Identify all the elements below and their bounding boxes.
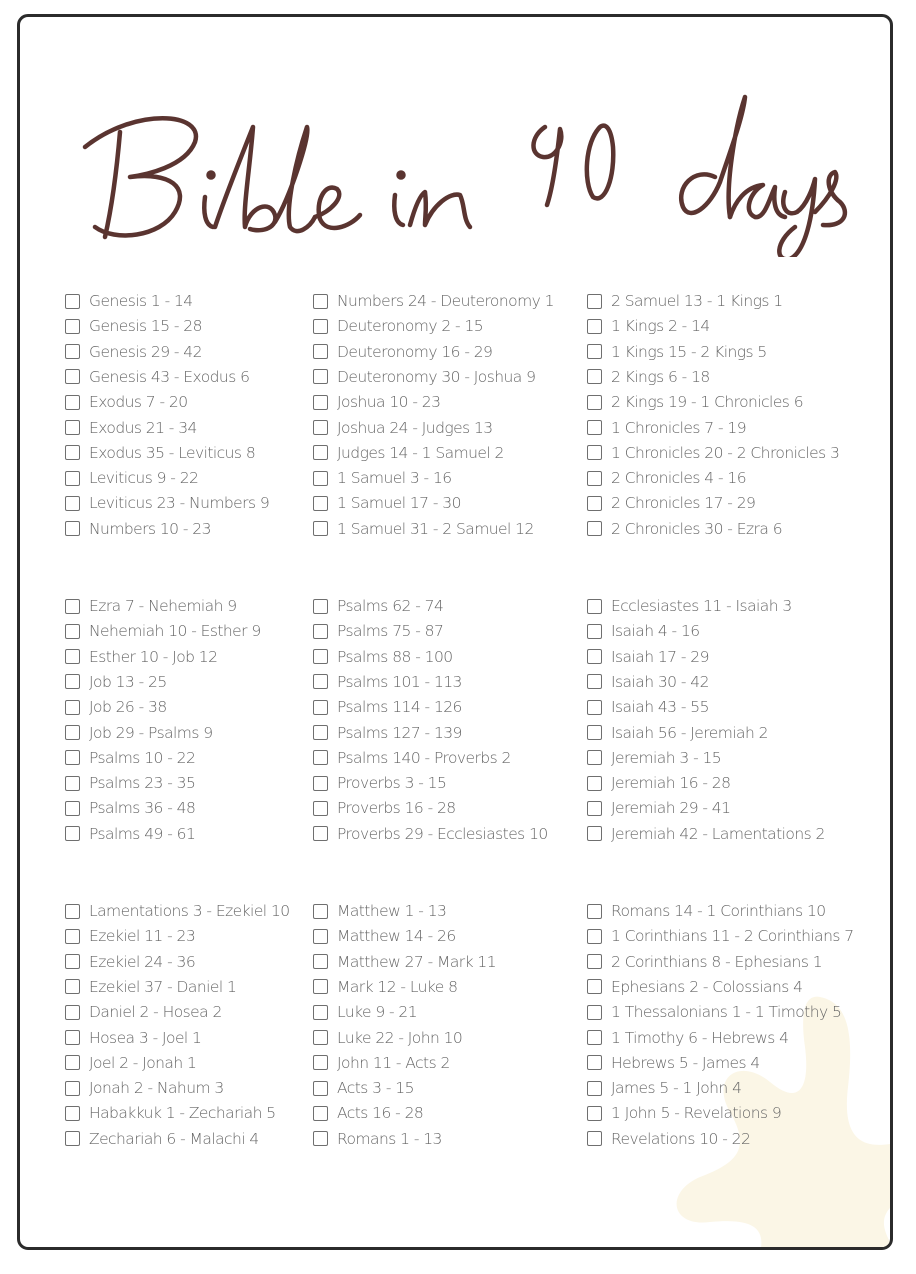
reading-label: 1 Samuel 3 - 16	[337, 469, 452, 488]
reading-item[interactable]	[313, 1129, 442, 1149]
reading-label: Jeremiah 29 - 41	[611, 799, 731, 818]
reading-item[interactable]	[65, 1078, 224, 1098]
reading-label: Jonah 2 - Nahum 3	[89, 1079, 224, 1098]
reading-item[interactable]	[313, 952, 496, 972]
reading-checkbox[interactable]	[65, 1131, 80, 1146]
reading-item[interactable]	[587, 596, 792, 616]
reading-checkbox[interactable]	[313, 1055, 328, 1070]
reading-label: John 11 - Acts 2	[337, 1053, 450, 1072]
reading-item[interactable]	[313, 493, 461, 513]
reading-checkbox[interactable]	[65, 624, 80, 639]
reading-item[interactable]	[65, 723, 213, 743]
reading-item[interactable]	[587, 824, 825, 844]
reading-label: Matthew 27 - Mark 11	[337, 952, 497, 971]
reading-label: Ezra 7 - Nehemiah 9	[89, 597, 237, 615]
reading-label: Psalms 23 - 35	[89, 774, 196, 793]
reading-item[interactable]	[65, 952, 195, 972]
reading-checkbox[interactable]	[587, 1081, 602, 1096]
reading-checkbox[interactable]	[587, 624, 602, 639]
reading-label: Matthew 14 - 26	[337, 927, 456, 946]
reading-item[interactable]	[313, 392, 440, 412]
reading-item[interactable]	[587, 926, 854, 946]
reading-item[interactable]	[587, 1028, 788, 1048]
reading-label: 2 Chronicles 30 - Ezra 6	[611, 519, 783, 538]
reading-checkbox[interactable]	[313, 496, 328, 511]
reading-item[interactable]	[587, 672, 709, 692]
reading-label: Leviticus 9 - 22	[89, 469, 199, 488]
reading-checkbox[interactable]	[313, 1081, 328, 1096]
reading-item[interactable]	[65, 1002, 222, 1022]
reading-label: Ezekiel 11 - 23	[89, 927, 196, 946]
reading-label: 1 Samuel 17 - 30	[337, 494, 461, 513]
reading-label: Genesis 43 - Exodus 6	[89, 367, 250, 386]
reading-label: Romans 14 - 1 Corinthians 10	[611, 902, 826, 920]
reading-checkbox[interactable]	[587, 954, 602, 969]
reading-checkbox[interactable]	[587, 979, 602, 994]
reading-item[interactable]	[65, 773, 195, 793]
reading-item[interactable]	[587, 748, 721, 768]
reading-item[interactable]	[65, 926, 195, 946]
reading-item[interactable]	[313, 1053, 450, 1073]
reading-checkbox[interactable]	[587, 649, 602, 664]
reading-item[interactable]	[587, 342, 767, 362]
reading-checkbox[interactable]	[313, 369, 328, 384]
reading-item[interactable]	[313, 291, 554, 311]
reading-item[interactable]	[313, 519, 534, 539]
reading-item[interactable]	[65, 697, 167, 717]
reading-checkbox[interactable]	[313, 725, 328, 740]
reading-item[interactable]	[65, 1028, 201, 1048]
reading-checkbox[interactable]	[587, 750, 602, 765]
reading-checkbox[interactable]	[313, 649, 328, 664]
reading-checkbox[interactable]	[65, 344, 80, 359]
reading-checkbox[interactable]	[313, 954, 328, 969]
reading-checkbox[interactable]	[65, 929, 80, 944]
reading-checkbox[interactable]	[587, 1106, 602, 1121]
reading-item[interactable]	[587, 1103, 781, 1123]
reading-item[interactable]	[65, 443, 255, 463]
reading-label: Deuteronomy 30 - Joshua 9	[337, 367, 536, 386]
reading-label: Luke 9 - 21	[337, 1003, 418, 1022]
reading-item[interactable]	[587, 1129, 750, 1149]
reading-label: Deuteronomy 2 - 15	[337, 317, 484, 336]
reading-label: Ephesians 2 - Colossians 4	[611, 977, 803, 996]
reading-checkbox[interactable]	[587, 725, 602, 740]
reading-item[interactable]	[587, 418, 746, 438]
reading-label: 1 Samuel 31 - 2 Samuel 12	[337, 519, 534, 538]
reading-item[interactable]	[587, 798, 730, 818]
reading-label: Exodus 21 - 34	[89, 418, 197, 437]
reading-item[interactable]	[313, 1002, 417, 1022]
reading-item[interactable]	[313, 1103, 423, 1123]
reading-checkbox[interactable]	[313, 1131, 328, 1146]
reading-checkbox[interactable]	[587, 395, 602, 410]
reading-item[interactable]	[313, 468, 452, 488]
reading-item[interactable]	[587, 1053, 760, 1073]
reading-checkbox[interactable]	[587, 929, 602, 944]
reading-label: Exodus 35 - Leviticus 8	[89, 443, 256, 462]
reading-label: 2 Chronicles 17 - 29	[611, 494, 756, 513]
reading-checkbox[interactable]	[587, 369, 602, 384]
reading-checkbox[interactable]	[313, 420, 328, 435]
reading-item[interactable]	[587, 392, 803, 412]
reading-label: Psalms 75 - 87	[337, 622, 444, 641]
reading-checkbox[interactable]	[587, 319, 602, 334]
reading-checkbox[interactable]	[65, 471, 80, 486]
reading-label: Isaiah 30 - 42	[611, 672, 709, 691]
reading-label: Ezekiel 24 - 36	[89, 952, 196, 971]
reading-checkbox[interactable]	[65, 1030, 80, 1045]
reading-label: Habakkuk 1 - Zechariah 5	[89, 1104, 276, 1123]
reading-checkbox[interactable]	[587, 599, 602, 614]
reading-label: 2 Corinthians 8 - Ephesians 1	[611, 952, 823, 971]
reading-label: Ecclesiastes 11 - Isaiah 3	[611, 597, 792, 615]
reading-item[interactable]	[313, 672, 462, 692]
reading-label: Daniel 2 - Hosea 2	[89, 1003, 222, 1022]
reading-label: Isaiah 43 - 55	[611, 698, 709, 717]
reading-checkbox[interactable]	[587, 1005, 602, 1020]
reading-checkbox[interactable]	[587, 1030, 602, 1045]
reading-checkbox[interactable]	[313, 599, 328, 614]
reading-label: Isaiah 17 - 29	[611, 647, 709, 666]
reading-checkbox[interactable]	[587, 521, 602, 536]
reading-checkbox[interactable]	[587, 826, 602, 841]
reading-checkbox[interactable]	[587, 344, 602, 359]
reading-checkbox[interactable]	[65, 776, 80, 791]
reading-checkbox[interactable]	[313, 521, 328, 536]
reading-label: 2 Kings 19 - 1 Chronicles 6	[611, 393, 804, 412]
title-script-drawing	[75, 87, 855, 257]
reading-checkbox[interactable]	[313, 344, 328, 359]
reading-label: Revelations 10 - 22	[611, 1129, 751, 1148]
reading-checkbox[interactable]	[65, 801, 80, 816]
reading-checkbox[interactable]	[313, 445, 328, 460]
reading-label: Psalms 36 - 48	[89, 799, 196, 818]
reading-label: Proverbs 29 - Ecclesiastes 10	[337, 824, 548, 843]
reading-item[interactable]	[313, 977, 457, 997]
reading-checkbox[interactable]	[313, 1005, 328, 1020]
reading-item[interactable]	[587, 621, 700, 641]
reading-label: Proverbs 16 - 28	[337, 799, 456, 818]
reading-item[interactable]	[65, 647, 217, 667]
reading-item[interactable]	[65, 748, 195, 768]
reading-item[interactable]	[65, 1129, 259, 1149]
reading-checkbox[interactable]	[65, 599, 80, 614]
reading-checkbox[interactable]	[65, 496, 80, 511]
reading-label: 1 Thessalonians 1 - 1 Timothy 5	[611, 1003, 842, 1022]
reading-checkbox[interactable]	[313, 471, 328, 486]
reading-label: Luke 22 - John 10	[337, 1028, 463, 1047]
reading-item[interactable]	[65, 977, 236, 997]
reading-item[interactable]	[65, 1103, 276, 1123]
reading-checkbox[interactable]	[587, 471, 602, 486]
reading-item[interactable]	[65, 291, 193, 311]
reading-label: Psalms 114 - 126	[337, 698, 462, 717]
reading-label: Psalms 49 - 61	[89, 824, 196, 843]
reading-checkbox[interactable]	[587, 801, 602, 816]
reading-label: 1 Chronicles 7 - 19	[611, 418, 747, 437]
reading-checkbox[interactable]	[587, 420, 602, 435]
reading-label: Jeremiah 42 - Lamentations 2	[611, 824, 825, 843]
reading-item[interactable]	[313, 748, 511, 768]
reading-label: Genesis 1 - 14	[89, 292, 193, 310]
reading-plan-page	[17, 14, 893, 1250]
reading-item[interactable]	[313, 773, 446, 793]
reading-label: Genesis 15 - 28	[89, 317, 202, 336]
reading-label: Romans 1 - 13	[337, 1129, 442, 1148]
reading-checkbox[interactable]	[313, 776, 328, 791]
reading-label: Psalms 140 - Proverbs 2	[337, 748, 511, 767]
reading-label: Joshua 10 - 23	[337, 393, 441, 412]
reading-label: Isaiah 56 - Jeremiah 2	[611, 723, 768, 742]
reading-label: Proverbs 3 - 15	[337, 774, 447, 793]
reading-label: James 5 - 1 John 4	[611, 1079, 742, 1098]
reading-label: 2 Chronicles 4 - 16	[611, 469, 747, 488]
reading-checkbox[interactable]	[65, 725, 80, 740]
reading-checkbox[interactable]	[65, 369, 80, 384]
reading-item[interactable]	[313, 1028, 462, 1048]
reading-item[interactable]	[587, 1002, 841, 1022]
reading-label: 1 Kings 2 - 14	[611, 317, 710, 336]
reading-label: Jeremiah 3 - 15	[611, 748, 722, 767]
reading-item[interactable]	[587, 519, 782, 539]
reading-checkbox[interactable]	[313, 826, 328, 841]
reading-checkbox[interactable]	[587, 294, 602, 309]
reading-label: Acts 16 - 28	[337, 1104, 424, 1123]
reading-checkbox[interactable]	[65, 1106, 80, 1121]
reading-item[interactable]	[65, 468, 198, 488]
reading-checkbox[interactable]	[587, 776, 602, 791]
reading-label: Hosea 3 - Joel 1	[89, 1028, 202, 1047]
reading-item[interactable]	[587, 316, 710, 336]
reading-checkbox[interactable]	[313, 929, 328, 944]
reading-label: Exodus 7 - 20	[89, 393, 188, 412]
reading-checkbox[interactable]	[65, 979, 80, 994]
reading-item[interactable]	[313, 596, 443, 616]
reading-label: Job 29 - Psalms 9	[89, 723, 213, 742]
reading-item[interactable]	[587, 468, 746, 488]
reading-item[interactable]	[313, 697, 462, 717]
reading-item[interactable]	[65, 621, 261, 641]
reading-label: Job 26 - 38	[89, 698, 167, 717]
reading-item[interactable]	[313, 367, 535, 387]
reading-label: 1 Kings 15 - 2 Kings 5	[611, 342, 767, 361]
reading-item[interactable]	[65, 1053, 196, 1073]
reading-item[interactable]	[65, 392, 188, 412]
reading-checkbox[interactable]	[65, 395, 80, 410]
reading-checkbox[interactable]	[65, 904, 80, 919]
reading-item[interactable]	[587, 901, 826, 921]
reading-checkbox[interactable]	[65, 1005, 80, 1020]
reading-label: 1 Corinthians 11 - 2 Corinthians 7	[611, 927, 854, 946]
reading-checkbox[interactable]	[587, 674, 602, 689]
reading-checkbox[interactable]	[587, 1055, 602, 1070]
reading-label: Psalms 10 - 22	[89, 748, 196, 767]
reading-label: Numbers 10 - 23	[89, 519, 211, 538]
reading-item[interactable]	[65, 342, 202, 362]
reading-label: 1 Timothy 6 - Hebrews 4	[611, 1028, 789, 1047]
reading-label: Hebrews 5 - James 4	[611, 1053, 760, 1072]
reading-checkbox[interactable]	[313, 1106, 328, 1121]
reading-checkbox[interactable]	[65, 1081, 80, 1096]
reading-label: Zechariah 6 - Malachi 4	[89, 1129, 259, 1148]
reading-checkbox[interactable]	[313, 904, 328, 919]
reading-checkbox[interactable]	[313, 319, 328, 334]
reading-item[interactable]	[587, 723, 768, 743]
reading-checkbox[interactable]	[587, 496, 602, 511]
reading-item[interactable]	[313, 342, 492, 362]
reading-checkbox[interactable]	[65, 1055, 80, 1070]
reading-label: Psalms 127 - 139	[337, 723, 462, 742]
reading-label: Job 13 - 25	[89, 672, 167, 691]
reading-item[interactable]	[65, 824, 195, 844]
reading-label: 1 Chronicles 20 - 2 Chronicles 3	[611, 443, 840, 462]
reading-checkbox[interactable]	[65, 674, 80, 689]
reading-item[interactable]	[313, 824, 548, 844]
reading-checkbox[interactable]	[313, 674, 328, 689]
reading-label: 2 Samuel 13 - 1 Kings 1	[611, 292, 783, 310]
reading-checkbox[interactable]	[65, 649, 80, 664]
reading-item[interactable]	[313, 621, 443, 641]
reading-checkbox[interactable]	[65, 294, 80, 309]
reading-label: Matthew 1 - 13	[337, 902, 447, 920]
reading-item[interactable]	[65, 367, 249, 387]
reading-checkbox[interactable]	[313, 750, 328, 765]
reading-item[interactable]	[587, 493, 755, 513]
reading-item[interactable]	[65, 316, 202, 336]
reading-item[interactable]	[65, 798, 195, 818]
reading-checkbox[interactable]	[313, 979, 328, 994]
reading-item[interactable]	[313, 926, 456, 946]
reading-item[interactable]	[313, 901, 446, 921]
reading-item[interactable]	[313, 647, 453, 667]
reading-item[interactable]	[313, 443, 504, 463]
reading-label: Psalms 88 - 100	[337, 647, 453, 666]
reading-checkbox[interactable]	[65, 750, 80, 765]
reading-label: Leviticus 23 - Numbers 9	[89, 494, 270, 513]
reading-checkbox[interactable]	[587, 445, 602, 460]
reading-label: 2 Kings 6 - 18	[611, 367, 710, 386]
reading-label: Joel 2 - Jonah 1	[89, 1053, 197, 1072]
reading-label: Genesis 29 - 42	[89, 342, 202, 361]
reading-label: Judges 14 - 1 Samuel 2	[337, 443, 504, 462]
reading-item[interactable]	[65, 418, 197, 438]
reading-label: 1 John 5 - Revelations 9	[611, 1104, 782, 1123]
reading-checkbox[interactable]	[313, 700, 328, 715]
reading-checkbox[interactable]	[65, 700, 80, 715]
reading-label: Lamentations 3 - Ezekiel 10	[89, 902, 290, 920]
reading-label: Jeremiah 16 - 28	[611, 774, 731, 793]
reading-checkbox[interactable]	[587, 1131, 602, 1146]
reading-item[interactable]	[65, 901, 290, 921]
reading-item[interactable]	[313, 723, 462, 743]
reading-checkbox[interactable]	[65, 826, 80, 841]
reading-label: Isaiah 4 - 16	[611, 622, 700, 641]
reading-item[interactable]	[587, 952, 822, 972]
reading-checkbox[interactable]	[587, 904, 602, 919]
reading-item[interactable]	[587, 367, 710, 387]
reading-checkbox[interactable]	[65, 319, 80, 334]
reading-checkbox[interactable]	[587, 700, 602, 715]
reading-item[interactable]	[313, 418, 493, 438]
reading-checkbox[interactable]	[313, 801, 328, 816]
reading-item[interactable]	[587, 697, 709, 717]
reading-label: Nehemiah 10 - Esther 9	[89, 622, 261, 641]
reading-checkbox[interactable]	[65, 521, 80, 536]
reading-item[interactable]	[65, 519, 211, 539]
reading-item[interactable]	[313, 1078, 414, 1098]
reading-label: Psalms 101 - 113	[337, 672, 462, 691]
reading-checkbox[interactable]	[313, 395, 328, 410]
reading-label: Mark 12 - Luke 8	[337, 977, 458, 996]
reading-label: Esther 10 - Job 12	[89, 647, 218, 666]
reading-checkbox[interactable]	[313, 294, 328, 309]
reading-checkbox[interactable]	[313, 1030, 328, 1045]
reading-item[interactable]	[65, 596, 237, 616]
reading-checkbox[interactable]	[65, 954, 80, 969]
reading-label: Acts 3 - 15	[337, 1079, 414, 1098]
reading-label: Joshua 24 - Judges 13	[337, 418, 493, 437]
reading-item[interactable]	[587, 1078, 741, 1098]
reading-item[interactable]	[587, 291, 783, 311]
reading-item[interactable]	[587, 977, 802, 997]
reading-item[interactable]	[587, 647, 709, 667]
reading-checkbox[interactable]	[65, 445, 80, 460]
reading-label: Numbers 24 - Deuteronomy 1	[337, 292, 554, 310]
reading-item[interactable]	[65, 672, 167, 692]
reading-label: Deuteronomy 16 - 29	[337, 342, 493, 361]
reading-item[interactable]	[313, 798, 456, 818]
reading-item[interactable]	[587, 443, 839, 463]
reading-label: Psalms 62 - 74	[337, 597, 444, 615]
title-lettering	[75, 87, 855, 257]
reading-item[interactable]	[587, 773, 730, 793]
reading-item[interactable]	[65, 493, 269, 513]
reading-checkbox[interactable]	[65, 420, 80, 435]
reading-item[interactable]	[313, 316, 483, 336]
reading-checkbox[interactable]	[313, 624, 328, 639]
reading-label: Ezekiel 37 - Daniel 1	[89, 977, 237, 996]
